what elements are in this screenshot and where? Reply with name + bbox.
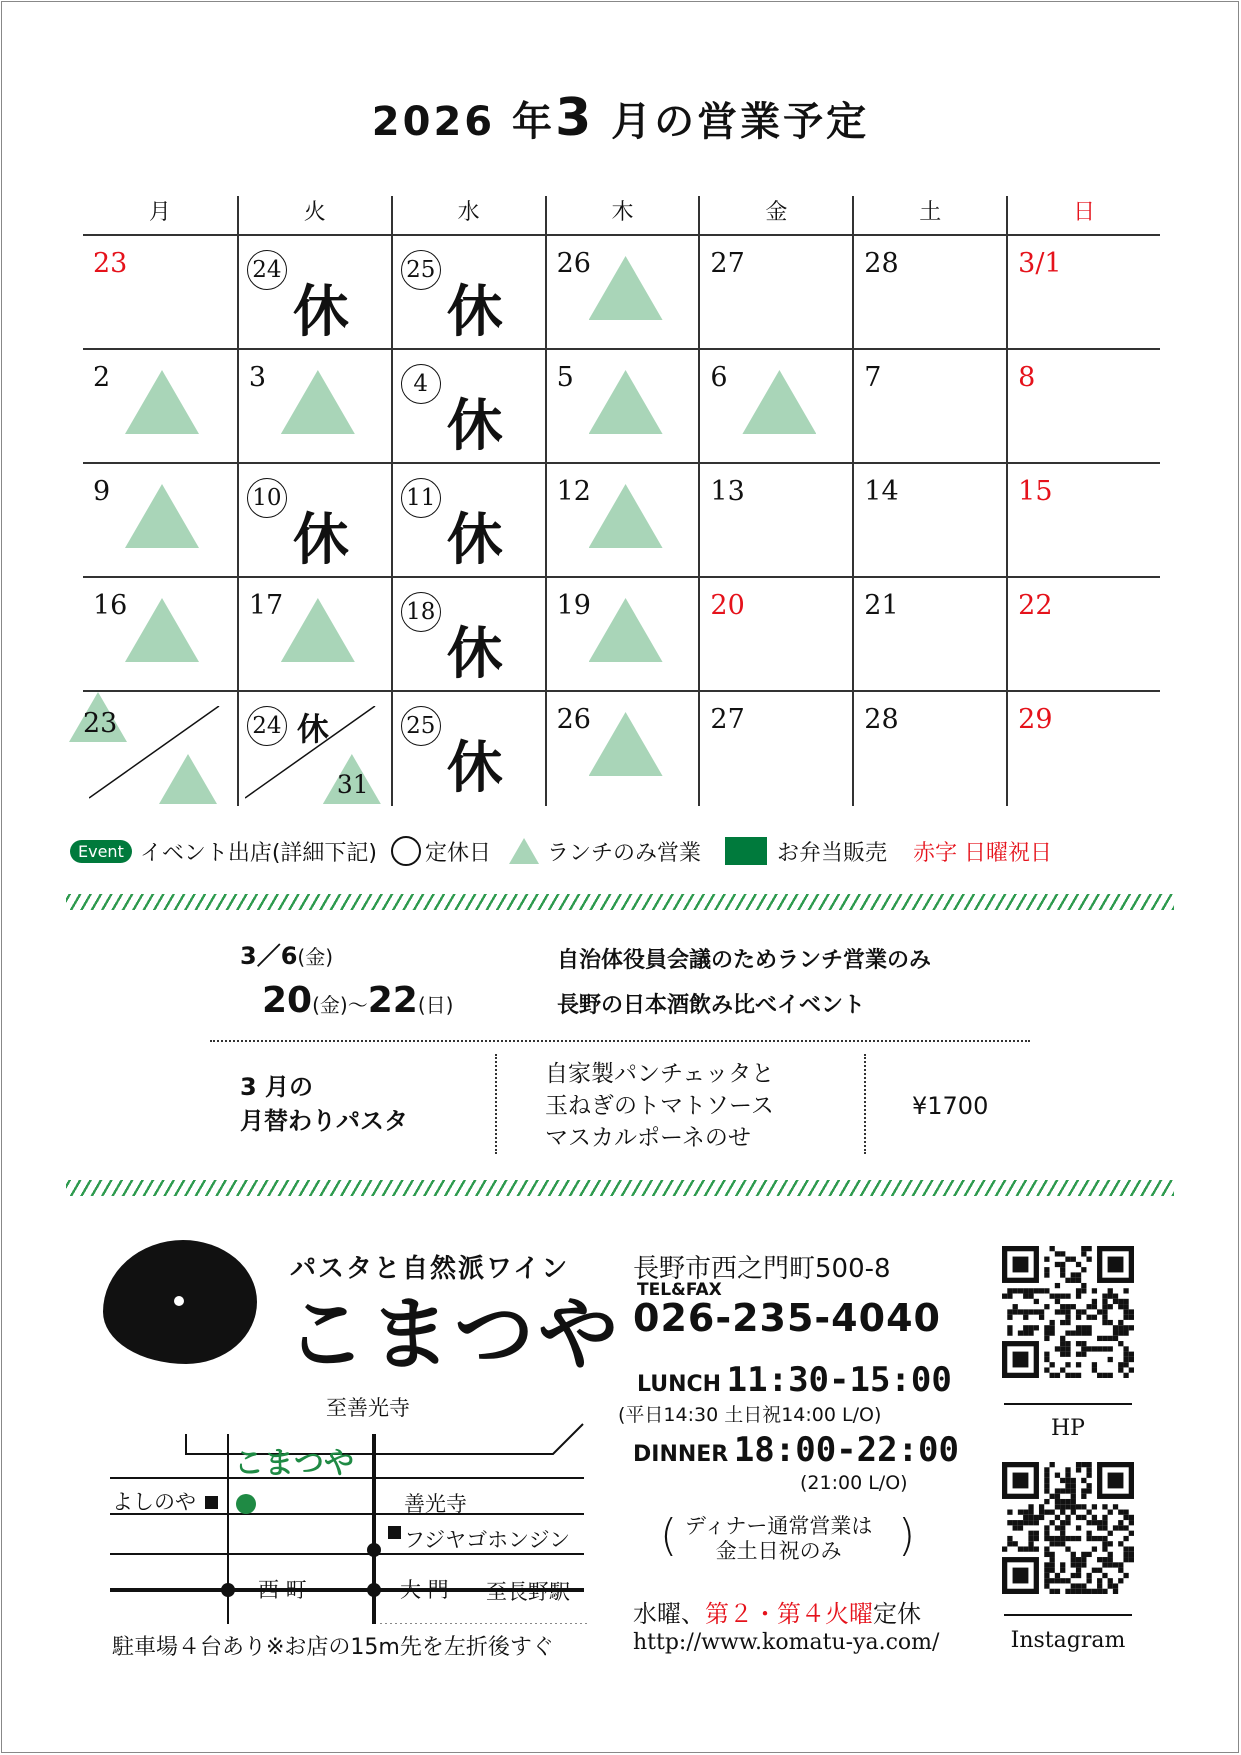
day-number: 27 (710, 704, 745, 735)
monthly-pasta-title (240, 1070, 408, 1138)
lunch-label: LUNCH (637, 1372, 722, 1397)
calendar-day-cell (83, 236, 237, 350)
monthly-pasta-description (545, 1058, 774, 1154)
day-number: 7 (864, 362, 882, 393)
day-number-split: 31 (336, 770, 369, 799)
dinner-label: DINNER (633, 1442, 729, 1467)
day-number: 11 (401, 478, 441, 518)
calendar-day-cell (545, 578, 699, 692)
calendar-day-cell (545, 464, 699, 578)
map-label-shop: こまつや (234, 1446, 354, 1481)
closed-prefix: 水曜、 (633, 1600, 705, 1628)
calendar (83, 196, 1160, 806)
pasta-title-line2: 月替わりパスタ (240, 1107, 408, 1135)
day-number: 6 (710, 362, 728, 393)
day-number: 19 (556, 590, 591, 621)
legend-lunch-text: ランチのみ営業 (547, 840, 702, 866)
day-number: 27 (710, 248, 745, 279)
calendar-day-cell (698, 236, 852, 350)
calendar-day-cell (698, 464, 852, 578)
tel-fax-label: TEL&FAX (637, 1280, 722, 1300)
pasta-desc-line: 自家製パンチェッタと (545, 1061, 775, 1087)
legend-closed-text: 定休日 (425, 840, 492, 866)
qr-rule (1004, 1614, 1132, 1616)
title-month: 3 (555, 88, 595, 148)
lunch-last-order: (平日14:30 土日祝14:00 L/O) (618, 1404, 882, 1426)
shop-phone: 026-235-4040 (633, 1296, 941, 1340)
lunch-hours (637, 1360, 952, 1400)
calendar-day-cell (391, 578, 545, 692)
calendar-day-cell (698, 692, 852, 806)
weekday-header: 水 (391, 196, 545, 234)
closed-red: 第２・第４火曜 (705, 1600, 873, 1628)
day-number: 5 (556, 362, 574, 393)
title-suffix: 月の営業予定 (594, 99, 870, 145)
calendar-day-cell (391, 350, 545, 464)
lunch-triangle-icon (742, 370, 816, 434)
lunch-time: 11:30-15:00 (726, 1360, 952, 1400)
calendar-day-cell (852, 578, 1006, 692)
event-date-2 (262, 980, 453, 1021)
dinner-note-line1: ディナー通常営業は (685, 1514, 873, 1538)
day-number: 24 (247, 706, 287, 746)
lunch-triangle-icon (589, 598, 663, 662)
map-label-nishimachi: 西 町 (258, 1578, 307, 1602)
calendar-day-cell (391, 464, 545, 578)
day-number: 8 (1018, 362, 1036, 393)
closed-mark: 休 (292, 280, 349, 345)
shop-subtitle: パスタと自然派ワイン (290, 1254, 570, 1284)
event-date-1 (240, 936, 333, 971)
day-number: 24 (247, 250, 287, 290)
day-number: 29 (1018, 704, 1053, 735)
day-number: 10 (247, 478, 287, 518)
closed-suffix: 定休 (873, 1600, 921, 1628)
dotted-column-divider-2 (864, 1054, 866, 1154)
calendar-day-cell (237, 578, 391, 692)
day-number: 13 (710, 476, 745, 507)
calendar-day-cell (391, 692, 545, 806)
calendar-day-cell (698, 350, 852, 464)
event-text-1: 自治体役員会議のためランチ営業のみ (557, 948, 932, 973)
calendar-day-cell (545, 236, 699, 350)
pasta-desc-line: 玉ねぎのトマトソース (545, 1093, 774, 1119)
event-text-2: 長野の日本酒飲み比べイベント (557, 993, 866, 1018)
calendar-day-cell (391, 236, 545, 350)
day-number: 26 (556, 704, 591, 735)
calendar-day-cell (852, 692, 1006, 806)
event-date-1-dow: (金) (297, 945, 334, 969)
calendar-day-cell (545, 350, 699, 464)
weekday-header: 木 (545, 196, 699, 234)
day-number: 25 (401, 706, 441, 746)
legend-event-text: イベント出店(詳細下記) (139, 840, 378, 866)
map-label-to-station: 至長野駅 (486, 1580, 570, 1604)
legend-red-text: 赤字 日曜祝日 (913, 840, 1053, 866)
lunch-triangle-icon (509, 838, 539, 864)
shop-address: 長野市西之門町500-8 (633, 1254, 891, 1284)
closed-mark: 休 (446, 508, 503, 573)
closed-days (633, 1594, 921, 1629)
calendar-day-cell (1006, 350, 1160, 464)
event-badge: Event (70, 840, 132, 863)
closed-mark: 休 (292, 508, 349, 573)
map-intersection (367, 1583, 381, 1597)
lunch-triangle-icon (125, 484, 199, 548)
calendar-day-cell (698, 578, 852, 692)
day-number: 28 (864, 248, 899, 279)
instagram-qr-code[interactable] (1002, 1462, 1134, 1594)
day-number: 9 (93, 476, 111, 507)
map-label-zenkoji: 善光寺 (404, 1492, 467, 1516)
day-number: 20 (710, 590, 745, 621)
lunch-triangle-icon (281, 370, 355, 434)
map-label-fujiya: フジヤゴホンジン (404, 1528, 571, 1552)
day-number: 12 (556, 476, 591, 507)
dinner-time: 18:00-22:00 (733, 1430, 959, 1470)
event-date-2-tilde: 〜 (347, 993, 368, 1017)
weekday-header: 火 (237, 196, 391, 234)
legend (70, 834, 1052, 868)
calendar-day-cell (1006, 236, 1160, 350)
map-label-to-zenkoji: 至善光寺 (326, 1396, 410, 1420)
bento-square-icon (725, 837, 767, 865)
lunch-triangle-icon (589, 712, 663, 776)
closed-mark: 休 (296, 710, 329, 748)
day-number: 16 (93, 590, 128, 621)
day-number: 3/1 (1018, 248, 1062, 279)
calendar-day-cell (237, 350, 391, 464)
day-number: 17 (248, 590, 284, 621)
day-number: 28 (864, 704, 899, 735)
calendar-day-cell (83, 578, 237, 692)
map-shop-marker (236, 1494, 256, 1514)
closed-mark: 休 (446, 280, 503, 345)
lunch-triangle-icon (281, 598, 355, 662)
calendar-day-cell (1006, 464, 1160, 578)
calendar-day-cell (1006, 692, 1160, 806)
lunch-triangle-icon (589, 370, 663, 434)
calendar-header (83, 196, 1160, 236)
legend-bento-text: お弁当販売 (777, 840, 888, 866)
calendar-day-cell (83, 692, 237, 806)
page-title (0, 88, 1241, 148)
event-date-1-main: 3／6 (240, 942, 298, 970)
calendar-day-cell (1006, 578, 1160, 692)
closed-mark: 休 (446, 736, 503, 801)
calendar-day-cell (83, 350, 237, 464)
monthly-pasta-price: ¥1700 (912, 1092, 989, 1120)
event-date-2-start: 20 (262, 980, 313, 1021)
weekday-header: 月 (148, 200, 171, 225)
open-paren: ( (660, 1510, 678, 1561)
day-number: 22 (1018, 590, 1053, 621)
weekday-header: 土 (852, 196, 1006, 234)
day-number: 25 (401, 250, 441, 290)
map-label-yoshinoya: よしのや (112, 1490, 196, 1514)
dinner-hours (633, 1430, 959, 1470)
closed-mark: 休 (446, 622, 503, 687)
day-number: 23 (93, 248, 128, 279)
stripe-divider-bottom (66, 1180, 1174, 1196)
calendar-day-cell (545, 692, 699, 806)
shop-name: こまつや (286, 1288, 622, 1381)
dotted-column-divider-1 (495, 1054, 497, 1154)
qr-rule (1004, 1403, 1132, 1405)
parking-note: 駐車場４台あり※お店の15m先を左折後すぐ (112, 1635, 554, 1660)
weekday-header: 金 (698, 196, 852, 234)
calendar-day-cell (83, 464, 237, 578)
closed-mark: 休 (446, 394, 503, 459)
shop-url[interactable]: http://www.komatu-ya.com/ (633, 1630, 940, 1655)
lunch-triangle-icon (589, 256, 663, 320)
day-number: 18 (401, 592, 441, 632)
day-number: 15 (1018, 476, 1053, 507)
hp-qr-code[interactable] (1002, 1246, 1134, 1378)
dinner-note-line2: 金土日祝のみ (715, 1539, 842, 1563)
map-intersection (221, 1583, 235, 1597)
hp-label: HP (1051, 1416, 1085, 1441)
map-label-daimon: 大 門 (400, 1578, 449, 1602)
map-intersection (367, 1543, 381, 1557)
closed-circle-icon (391, 836, 421, 866)
instagram-label: Instagram (1010, 1628, 1126, 1653)
event-date-2-end: 22 (367, 980, 418, 1021)
calendar-day-cell (237, 692, 391, 806)
lunch-triangle-icon (125, 598, 199, 662)
calendar-day-cell (852, 236, 1006, 350)
day-number: 4 (401, 364, 441, 404)
shop-logo-dot (174, 1296, 184, 1306)
day-number: 21 (864, 590, 899, 621)
weekday-header: 日 (1006, 196, 1160, 234)
event-date-2-end-dow: (日) (417, 993, 454, 1017)
lunch-triangle-icon (125, 370, 199, 434)
dotted-divider (210, 1040, 1030, 1042)
pasta-desc-line: マスカルポーネのせ (545, 1125, 751, 1151)
pasta-title-line1: 3 月の (240, 1073, 314, 1101)
stripe-divider-top (66, 894, 1174, 910)
calendar-day-cell (852, 350, 1006, 464)
day-number: 14 (864, 476, 899, 507)
lunch-triangle-icon (589, 484, 663, 548)
dinner-note (685, 1514, 872, 1564)
map-fujiya-marker (388, 1526, 401, 1539)
dinner-last-order: (21:00 L/O) (800, 1472, 908, 1494)
day-number: 23 (83, 708, 118, 739)
calendar-day-cell (237, 464, 391, 578)
calendar-day-cell (237, 236, 391, 350)
map-yoshinoya-marker (205, 1496, 218, 1509)
calendar-body (83, 236, 1160, 806)
day-number: 2 (93, 362, 111, 393)
event-date-2-start-dow: (金) (312, 993, 348, 1017)
title-year: 2026 年 (371, 99, 556, 145)
calendar-day-cell (852, 464, 1006, 578)
day-number: 3 (248, 362, 267, 393)
day-number: 26 (556, 248, 591, 279)
close-paren: ) (898, 1510, 916, 1561)
